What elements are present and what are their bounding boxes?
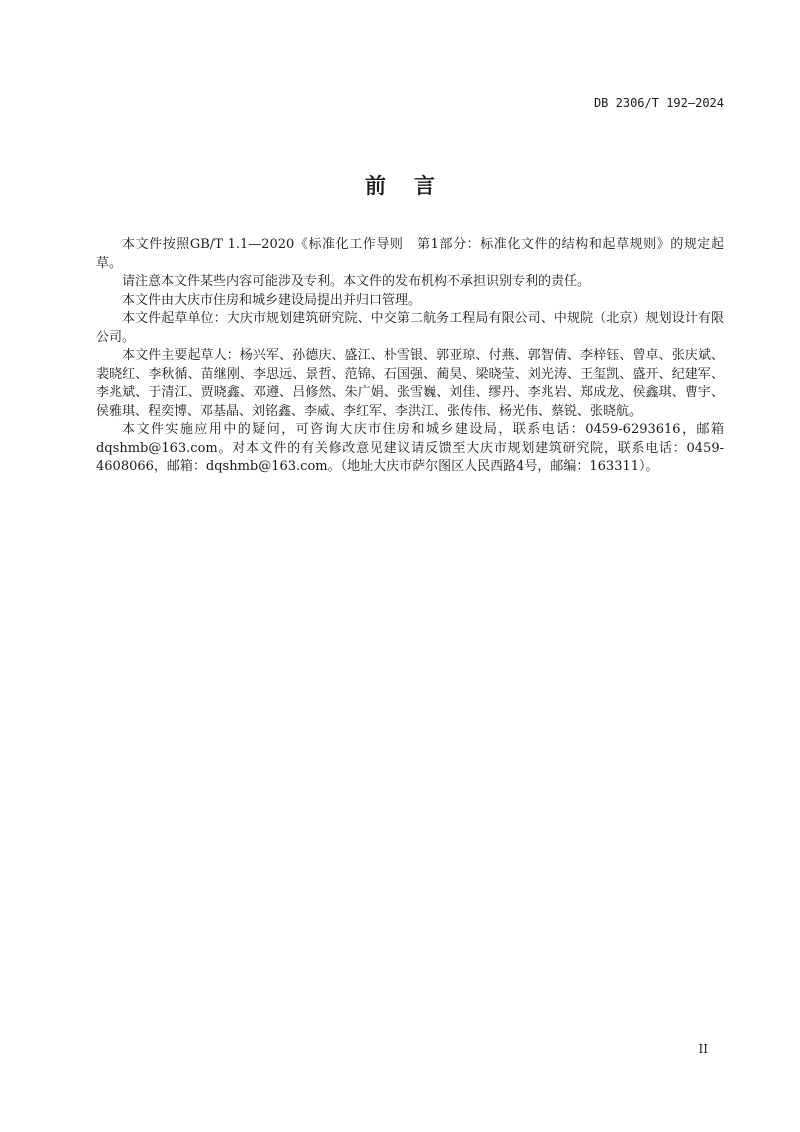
paragraph-drafting-units: 本文件起草单位：大庆市规划建筑研究院、中交第二航务工程局有限公司、中规院（北京）规划设计有限公司。 bbox=[96, 311, 724, 345]
page-title: 前言 bbox=[365, 174, 463, 198]
paragraph-contact: 本文件实施应用中的疑问，可咨询大庆市住房和城乡建设局，联系电话：0459-6293616，邮箱dqshmb@163.com。对本文件的有关修改意见建议请反馈至大庆市规划建筑研究院，联系电话：0459-4608066，邮箱：dqshmb@163.com。（地址大庆市萨尔图区人民西路4号，邮编：163311）。 bbox=[96, 422, 724, 474]
document-code: DB 2306/T 192—2024 bbox=[593, 96, 724, 110]
paragraph-drafters: 本文件主要起草人：杨兴军、孙德庆、盛江、朴雪银、郭亚琼、付燕、郭智倩、李梓钰、曾卓、张庆斌、裴晓红、李秋循、苗继刚、李思远、景哲、范锦、石国强、蔺昊、梁晓莹、刘光涛、王玺凯、盛开、纪建军、李兆斌、于清江、贾晓鑫、邓遵、吕修然、朱广娟、张雪巍、刘佳、缪丹、李兆岩、郑成龙、侯鑫琪、曹宇、侯雅琪、程奕博、邓基晶、刘铭鑫、李威、李红军、李洪江、张传伟、杨光伟、蔡锐、张晓航。 bbox=[96, 348, 724, 419]
paragraph-drafting-rules: 本文件按照GB/T 1.1—2020《标准化工作导则 第1部分：标准化文件的结构和起草规则》的规定起草。 bbox=[96, 237, 724, 271]
page-number: II bbox=[698, 1042, 708, 1056]
foreword-body bbox=[96, 236, 724, 477]
paragraph-proposer: 本文件由大庆市住房和城乡建设局提出并归口管理。 bbox=[122, 292, 422, 308]
paragraph-patent-notice: 请注意本文件某些内容可能涉及专利。本文件的发布机构不承担识别专利的责任。 bbox=[122, 274, 591, 289]
